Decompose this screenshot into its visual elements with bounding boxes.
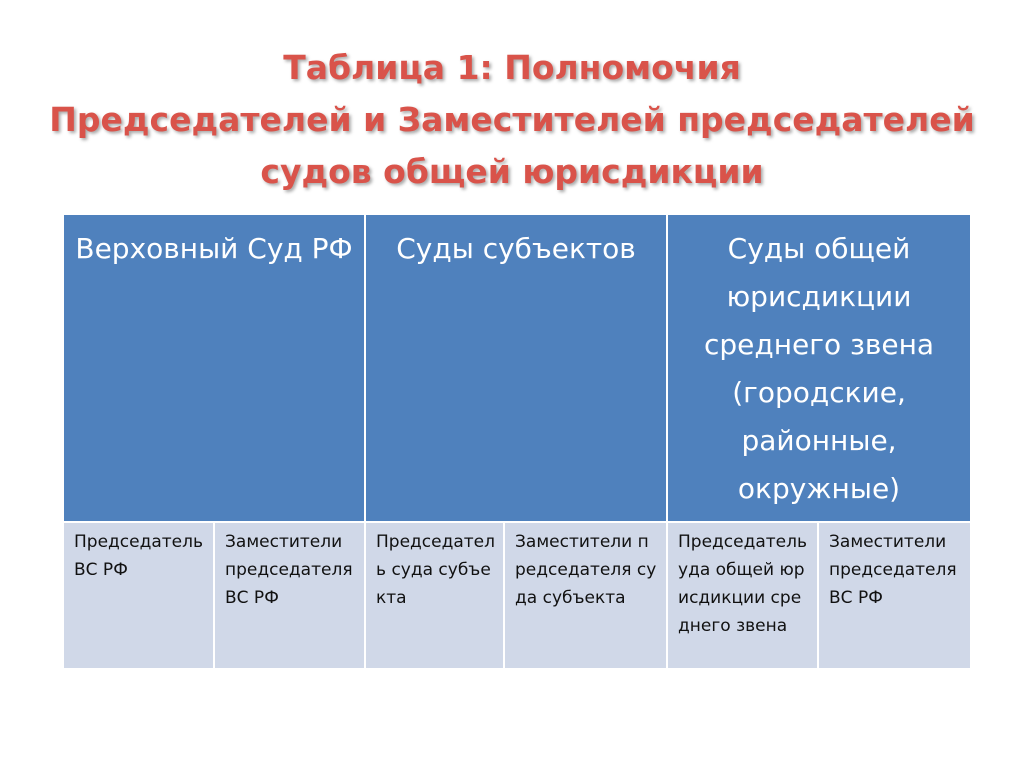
- cell-subject-deputies: Заместители председателя суда субъекта: [504, 522, 667, 669]
- header-row: [63, 214, 971, 522]
- cell-supreme-chairman: Председатель ВС РФ: [63, 522, 214, 669]
- slide-title: [0, 42, 1024, 198]
- title-line-2: Председателей и Заместителей председателей: [49, 100, 975, 139]
- title-line-1: Таблица 1: Полномочия: [283, 48, 741, 87]
- header-mid-level-courts: Суды общей юрисдикции среднего звена (городские, районные, окружные): [667, 214, 971, 522]
- header-supreme-court: Верховный Суд РФ: [63, 214, 365, 522]
- cell-subject-chairman: Председатель суда субъекта: [365, 522, 504, 669]
- cell-mid-chairman: Председатель уда общей юрисдикции среднего звена: [667, 522, 818, 669]
- powers-table: [62, 213, 972, 670]
- cell-supreme-deputies: Заместители председателя ВС РФ: [214, 522, 365, 669]
- table-row: [63, 522, 971, 669]
- cell-mid-deputies: Заместители председателя ВС РФ: [818, 522, 971, 669]
- header-subject-courts: Суды субъектов: [365, 214, 667, 522]
- title-line-3: судов общей юрисдикции: [260, 152, 764, 191]
